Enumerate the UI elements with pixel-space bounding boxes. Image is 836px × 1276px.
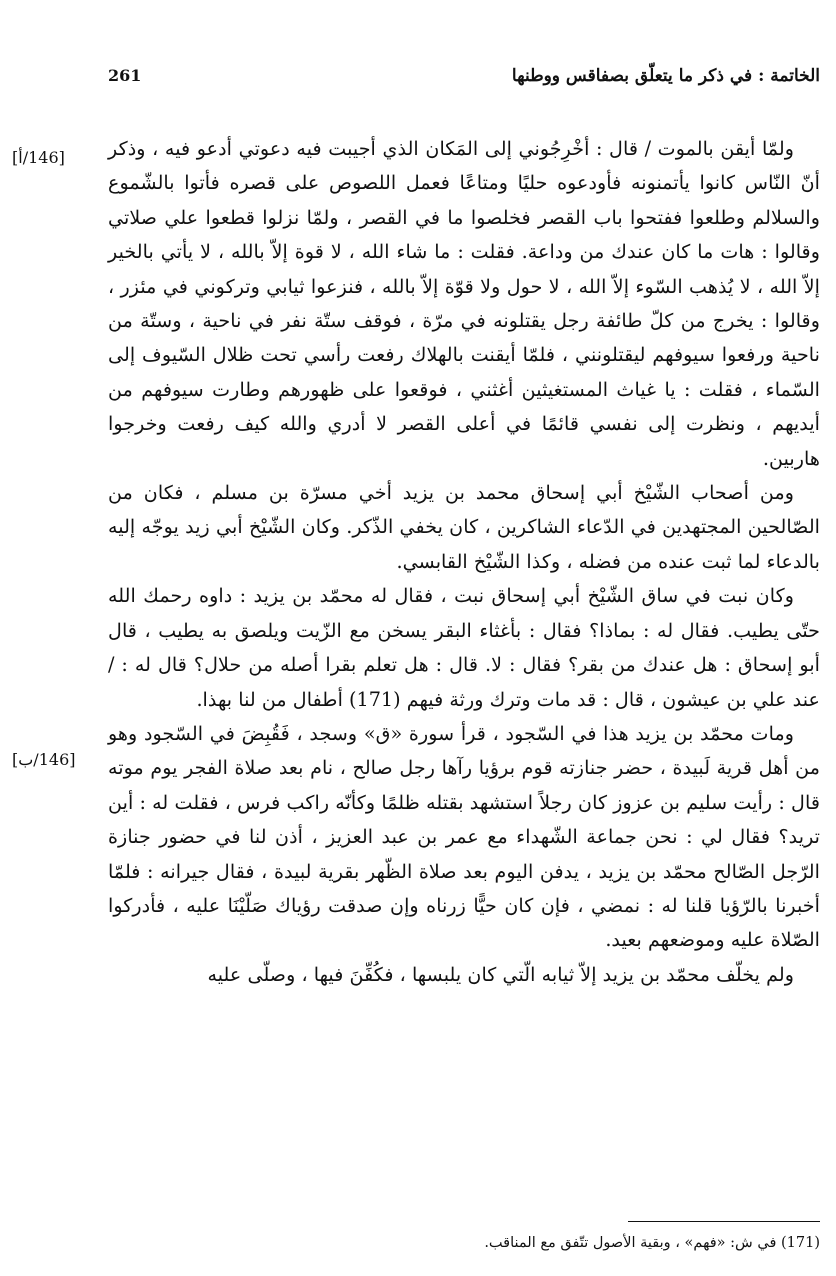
page-number: 261 xyxy=(108,66,142,85)
paragraph: ولم يخلّف محمّد بن يزيد إلاّ ثيابه الّتي كان يلبسها ، فكُفِّنَ فيها ، وصلّى عليه xyxy=(207,962,794,986)
paragraph: ولمّا أيقن بالموت / قال : أخْرِجُوني إلى المَكان الذي أجيبت فيه دعوتي أدعو فيه ، وذكر أنّ النّاس كانوا يأتمنونه فأودعوه حليًا ومتاعًا فعمل اللصوص على قصره فأتوا بالشّموع والسلالم وطلعوا ففتحوا باب القصر فخلصوا ما في القصر ، ولمّا نزلوا قطعوا علي صلاتي وقالوا : هات ما كان عندك من وداعة. فقلت : ما شاء الله ، لا قوة إلاّ بالله ، لا يأتي بالخير إلاّ الله ، لا يُذهب السّوء إلاّ الله ، لا حول ولا قوّة إلاّ بالله ، فنزعوا ثيابي وتركوني في مئزر ، وقالوا : يخرج من كلّ طائفة رجل يقتلونه في مرّة ، فوقف ستّة نفر في ناحية ، وستّة من ناحية ورفعوا سيوفهم ليقتلونني ، فلمّا أيقنت بالهلاك رفعت رأسي تحت ظلال السّيوف إلى السّماء ، فقلت : يا غياث المستغيثين أغثني ، فوقعوا على ظهورهم وطارت سيوفهم من أيديهم ، ونظرت إلى نفسي قائمًا في أعلى القصر لا أدري والله كيف رفعت وخرجوا هاربين. xyxy=(108,137,820,470)
paragraph: ومات محمّد بن يزيد هذا في السّجود ، قرأ سورة «ق» وسجد ، فَقُبِضَ في السّجود وهو من أهل قرية لَبيدة ، حضر جنازته قوم برؤيا رآها رجل صالح ، نام بعد صلاة الفجر يوم موته قال : رأيت سليم بن عزوز كان رجلاً استشهد بقتله ظلمًا وكأنّه راكب فرس ، فقلت له : أين تريد؟ فقال لي : نحن جماعة الشّهداء مع عمر بن عبد العزيز ، أذن لنا في حضور جنازة الرّجل الصّالح محمّد بن يزيد ، يدفن اليوم بعد صلاة الظّهر بقرية لبيدة ، فقال جيرانه : فلمّا أخبرنا بالرّؤيا قلنا له : نمضي ، فإن كان حيًّا زرناه وإن صدقت رؤياك صَلّيْنَا عليه ، فأدركوا الصّلاة عليه وموضعهم بعيد. xyxy=(108,721,820,952)
paragraph: وكان نبت في ساق الشّيْخ أبي إسحاق نبت ، فقال له محمّد بن يزيد : داوه رحمك الله حتّى يطيب. فقال له : بماذا؟ فقال : بأغثاء البقر يسخن مع الزّيت ويلصق به يطيب ، قال أبو إسحاق : هل عندك من بقر؟ فقال : لا. قال : هل تعلم بقرا أصله من حلال؟ قال له : / عند علي بن عيشون ، قال : قد مات وترك ورثة فيهم (171) أطفال من لنا بهذا. xyxy=(108,584,820,711)
footnote-divider xyxy=(628,1221,820,1222)
main-text xyxy=(108,132,820,992)
running-title: الخاتمة : في ذكر ما يتعلّق بصفاقس ووطنها xyxy=(511,66,820,86)
footnote: (171) في ش: «فهم» ، وبقية الأصول تتّفق مع المناقب. xyxy=(484,1235,820,1251)
margin-folio-note: [146/ب] xyxy=(12,750,76,769)
paragraph: ومن أصحاب الشّيْخ أبي إسحاق محمد بن يزيد أخي مسرّة بن مسلم ، فكان من الصّالحين المجتهدين في الدّعاء الشاكرين ، كان يخفي الذّكر. وكان الشّيْخ أبي زيد يوجّه إليه بالدعاء لما ثبت عنده من فضله ، وكذا الشّيْخ القابسي. xyxy=(108,481,820,573)
page-header xyxy=(108,62,820,92)
margin-folio-note: [146/أ] xyxy=(12,148,65,167)
